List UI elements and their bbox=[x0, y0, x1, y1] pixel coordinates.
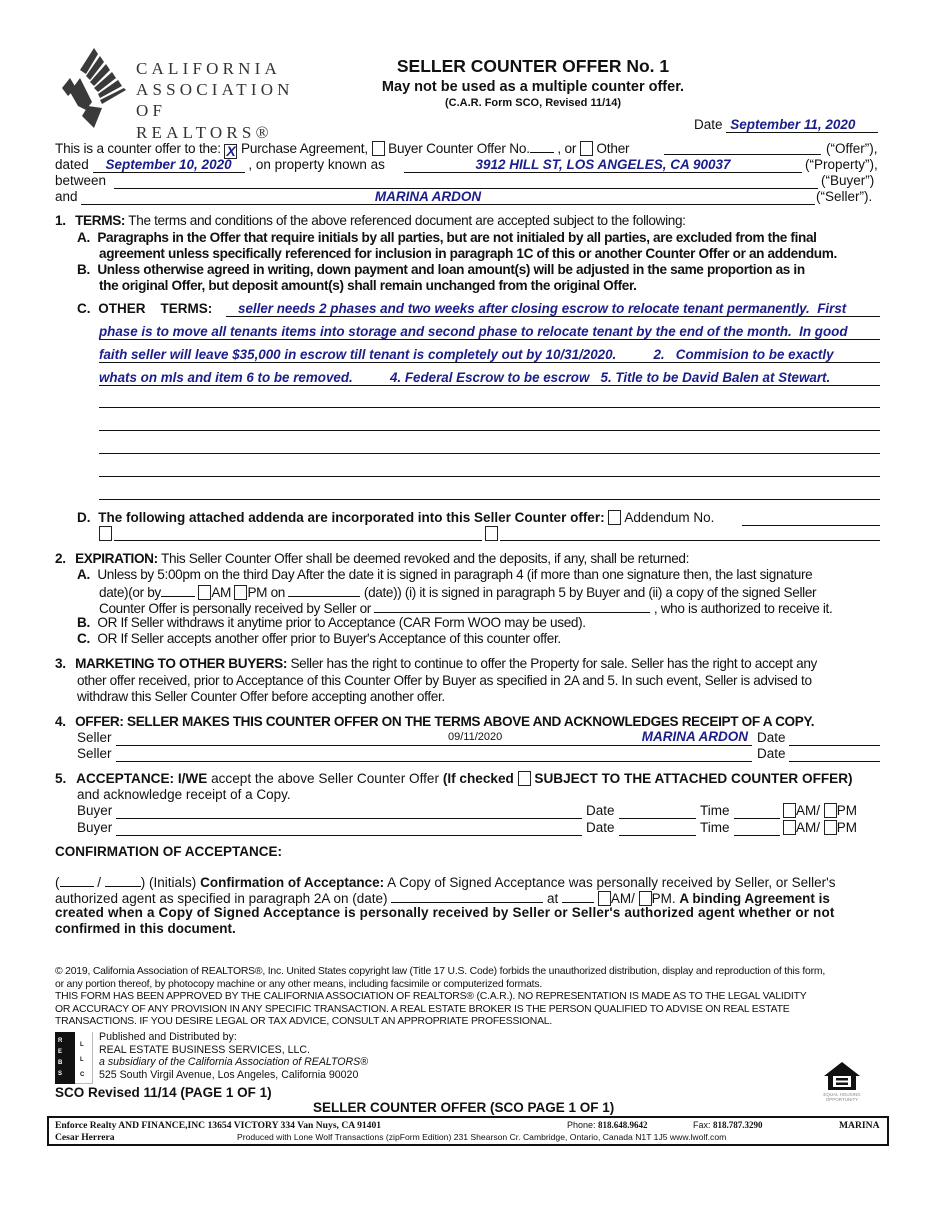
equal-housing-text2: OPPORTUNITY bbox=[825, 1097, 859, 1102]
other-terms-line[interactable]: whats on mls and item 6 to be removed. 4. Federal Escrow to be escrow 5. Title to be David Balen at Stewart. bbox=[99, 370, 880, 386]
term-a-line2: agreement unless specifically referenced for inclusion in paragraph 1C of this or another Counter Offer or an addendum. bbox=[99, 246, 837, 261]
extra-addendum-checkbox-1[interactable] bbox=[99, 526, 112, 541]
phone-value: 818.648.9642 bbox=[598, 1120, 648, 1130]
seller1-date-label: Date bbox=[757, 730, 786, 745]
buyer1-pm-checkbox[interactable] bbox=[824, 803, 837, 818]
page-footer-title: SELLER COUNTER OFFER (SCO PAGE 1 OF 1) bbox=[313, 1100, 615, 1115]
other-terms-blank-line[interactable] bbox=[99, 407, 880, 408]
other-terms-line[interactable]: phase is to move all tenants items into storage and second phase to relocate tenant by the end of the month. In good bbox=[99, 324, 880, 340]
other-terms-blank-line[interactable] bbox=[99, 430, 880, 431]
section3-line2: other offer received, prior to Acceptance of this Counter Offer by Buyer as specified in 2A and 5. In such event, Seller is advised to bbox=[77, 673, 812, 688]
subject-to-counter-checkbox[interactable] bbox=[518, 771, 531, 786]
confirmation-line2-text: authorized agent as specified in paragraph 2A on (date) bbox=[55, 891, 388, 906]
dated-field[interactable]: September 10, 2020 bbox=[93, 157, 245, 173]
legal-notice bbox=[55, 966, 890, 1029]
confirmation-am-checkbox[interactable] bbox=[598, 891, 611, 906]
other-checkbox[interactable] bbox=[580, 141, 593, 156]
section2-heading: EXPIRATION: bbox=[75, 551, 158, 566]
section5-text: accept the above Seller Counter Offer bbox=[211, 771, 440, 786]
initials-open: ( bbox=[55, 875, 60, 890]
equal-housing-text1: EQUAL HOUSING bbox=[823, 1092, 861, 1097]
exp-pm-checkbox[interactable] bbox=[234, 585, 247, 600]
approval-line3: TRANSACTIONS. IF YOU DESIRE LEGAL OR TAX ADVICE, CONSULT AN APPROPRIATE PROFESSIONAL. bbox=[55, 1016, 553, 1027]
confirmation-at-label: at bbox=[547, 891, 559, 906]
buyer2-am-checkbox[interactable] bbox=[783, 820, 796, 835]
seller2-date-field[interactable] bbox=[789, 746, 880, 762]
section1-heading: TERMS: bbox=[75, 213, 126, 228]
and-label: and bbox=[55, 189, 78, 204]
initials-sep: / bbox=[97, 875, 102, 890]
buyer1-am-checkbox[interactable] bbox=[783, 803, 796, 818]
publisher-line2: REAL ESTATE BUSINESS SERVICES, LLC. bbox=[99, 1043, 310, 1056]
other-terms-blank-line[interactable] bbox=[99, 499, 880, 500]
confirmation-bold-label: Confirmation of Acceptance: bbox=[200, 875, 385, 890]
car-logo bbox=[58, 44, 308, 142]
exp-am-checkbox[interactable] bbox=[198, 585, 211, 600]
logo-text-line2: ASSOCIATION bbox=[136, 80, 294, 99]
buyer1-date-label: Date bbox=[586, 803, 615, 818]
property-label: , on property known as bbox=[248, 157, 385, 172]
phone-label: Phone: bbox=[567, 1120, 596, 1130]
buyer1-ampm bbox=[783, 803, 857, 818]
confirmation-pm-checkbox[interactable] bbox=[639, 891, 652, 906]
confirmation-line1-text: A Copy of Signed Acceptance was personally received by Seller, or Seller's bbox=[387, 875, 836, 890]
buyer2-pm-label: PM bbox=[836, 820, 858, 835]
addendum-checkbox[interactable] bbox=[608, 510, 621, 525]
buyer1-date-field[interactable] bbox=[619, 818, 696, 819]
term-a bbox=[77, 230, 817, 247]
purchase-agreement-label: Purchase Agreement, bbox=[240, 141, 368, 156]
between-label: between bbox=[55, 173, 107, 188]
addenda-text: The following attached addenda are incorporated into this Seller Counter offer: bbox=[98, 510, 605, 525]
section2-text: This Seller Counter Offer shall be deemed revoked and the deposits, if any, shall be returned: bbox=[161, 551, 690, 566]
term-d-letter: D. bbox=[77, 510, 91, 525]
dated-label: dated bbox=[55, 157, 89, 172]
buyer1-am-label: AM/ bbox=[796, 803, 821, 818]
other-label: Other bbox=[596, 141, 630, 156]
file-name: MARINA bbox=[839, 1120, 880, 1131]
seller2-label: Seller bbox=[77, 746, 112, 761]
buyer-counter-label: Buyer Counter Offer No. bbox=[388, 141, 530, 156]
addenda-row bbox=[77, 510, 714, 525]
confirmation-time-field[interactable] bbox=[562, 889, 594, 903]
other-terms-blank-line[interactable] bbox=[99, 453, 880, 454]
fax-label: Fax: bbox=[693, 1120, 711, 1130]
exp-a-line3-text: Counter Offer is personally received by Seller or bbox=[99, 601, 371, 616]
exp-a-letter: A. bbox=[77, 567, 90, 582]
car-logo-icon bbox=[58, 44, 130, 130]
section1-number: 1. bbox=[55, 213, 66, 228]
offer-suffix: (“Offer”), bbox=[826, 141, 878, 156]
seller1-name: MARINA ARDON bbox=[641, 729, 748, 744]
transaction-footer-box bbox=[47, 1116, 889, 1146]
property-field[interactable]: 3912 HILL ST, LOS ANGELES, CA 90037 bbox=[404, 157, 802, 173]
section2-number: 2. bbox=[55, 551, 66, 566]
section3-line3: withdraw this Seller Counter Offer before accepting another offer. bbox=[77, 689, 445, 704]
or-label: , or bbox=[557, 141, 577, 156]
property-suffix: (“Property”), bbox=[805, 157, 878, 172]
section-acceptance bbox=[55, 771, 853, 786]
form-subtitle: May not be used as a multiple counter offer. bbox=[381, 79, 685, 95]
buyer2-ampm bbox=[783, 820, 857, 835]
rebs-letters: R E B S bbox=[58, 1038, 63, 1077]
term-a-line1: Paragraphs in the Offer that require initials by all parties, but are not initialed by all parties, are excluded from the final bbox=[97, 230, 817, 245]
exp-c-text: OR If Seller accepts another offer prior to Buyer's Acceptance of this counter offer. bbox=[97, 631, 561, 646]
seller1-signed-date: 09/11/2020 bbox=[448, 731, 503, 743]
term-b-line2: the original Offer, but deposit amount(s) shall remain unchanged from the original Offer. bbox=[99, 278, 637, 293]
initials-field-1[interactable] bbox=[60, 873, 94, 887]
revision-label: SCO Revised 11/14 (PAGE 1 OF 1) bbox=[55, 1085, 272, 1100]
confirmation-date-field[interactable] bbox=[391, 889, 543, 903]
buyer2-signature-field[interactable] bbox=[116, 835, 582, 836]
extra-addendum-checkbox-2[interactable] bbox=[485, 526, 498, 541]
confirmation-line1 bbox=[55, 873, 835, 890]
publisher-line4: 525 South Virgil Avenue, Los Angeles, California 90020 bbox=[99, 1068, 359, 1081]
authorized-agent-field[interactable] bbox=[374, 599, 650, 613]
section3-line1: Seller has the right to continue to offer the Property for sale. Seller has the right to accept any bbox=[290, 656, 817, 671]
copyright-line1: © 2019, California Association of REALTORS®, Inc. United States copyright law (Title 17 U.S. Code) forbids the unauthorized distribution, display and reproduction of this form, bbox=[55, 966, 826, 977]
approval-line1: THIS FORM HAS BEEN APPROVED BY THE CALIFORNIA ASSOCIATION OF REALTORS® (C.A.R.). NO REPRESENTATION IS MADE AS TO THE LEGAL VALIDITY bbox=[55, 991, 807, 1002]
exp-a-line2-rest: (date)) (i) it is signed in paragraph 5 by Buyer and (ii) a copy of the signed Seller bbox=[363, 585, 817, 600]
exp-a-line3-rest: , who is authorized to receive it. bbox=[653, 601, 833, 616]
section3-number: 3. bbox=[55, 656, 66, 671]
extra-addendum-field-1[interactable] bbox=[114, 540, 482, 541]
section1-text: The terms and conditions of the above referenced document are accepted subject to the following: bbox=[128, 213, 686, 228]
term-c-letter: C. bbox=[77, 301, 91, 316]
confirmation-pm-label: PM. bbox=[651, 891, 676, 906]
buyer2-pm-checkbox[interactable] bbox=[824, 820, 837, 835]
confirmation-line3: created when a Copy of Signed Acceptance is personally received by Seller or Seller's authorized agent whether or not bbox=[55, 905, 835, 920]
section5-number: 5. bbox=[55, 771, 67, 786]
exp-b-letter: B. bbox=[77, 615, 90, 630]
form-id: (C.A.R. Form SCO, Revised 11/14) bbox=[444, 97, 622, 109]
other-field[interactable] bbox=[664, 154, 821, 155]
term-a-letter: A. bbox=[77, 230, 90, 245]
date-label: Date bbox=[694, 117, 723, 132]
seller1-date-field[interactable] bbox=[789, 730, 880, 746]
section4-heading: OFFER: SELLER MAKES THIS COUNTER OFFER ON THE TERMS ABOVE AND ACKNOWLEDGES RECEIPT OF A COPY. bbox=[75, 714, 815, 729]
addendum-label: Addendum No. bbox=[624, 510, 715, 525]
buyer-counter-no-field[interactable] bbox=[530, 152, 554, 153]
buyer2-time-field[interactable] bbox=[734, 835, 780, 836]
section5-line2: and acknowledge receipt of a Copy. bbox=[77, 787, 291, 802]
initials-close: ) (Initials) bbox=[140, 875, 197, 890]
form-title: SELLER COUNTER OFFER No. 1 bbox=[396, 56, 670, 76]
buyer2-am-label: AM/ bbox=[796, 820, 821, 835]
buyer2-date-field[interactable] bbox=[619, 835, 696, 836]
logo-text-line1: CALIFORNIA bbox=[136, 59, 281, 78]
other-terms-line[interactable]: seller needs 2 phases and two weeks after closing escrow to relocate tenant permanently. First bbox=[226, 301, 880, 317]
buyer2-label: Buyer bbox=[77, 820, 113, 835]
equal-housing-icon bbox=[822, 1060, 862, 1092]
buyer1-pm-label: PM bbox=[836, 803, 858, 818]
exp-a-line2-text: date)(or by bbox=[99, 585, 161, 600]
addendum-no-field[interactable] bbox=[742, 525, 880, 526]
buyer1-label: Buyer bbox=[77, 803, 113, 818]
equal-housing-logo bbox=[816, 1060, 868, 1104]
produced-by: Produced with Lone Wolf Transactions (zipForm Edition) 231 Shearson Cr. Cambridge, Ontario, Canada N1T 1J5 www.lwolf.com bbox=[237, 1132, 727, 1142]
exp-c-letter: C. bbox=[77, 631, 90, 646]
confirmation-am-label: AM/ bbox=[610, 891, 635, 906]
exp-date-field[interactable] bbox=[288, 583, 360, 597]
fax-row bbox=[693, 1120, 763, 1130]
buyer-field[interactable] bbox=[114, 173, 818, 189]
llc-letters: L L C bbox=[80, 1042, 85, 1078]
phone-row bbox=[567, 1120, 648, 1130]
form-header bbox=[340, 56, 726, 109]
buyer-counter-offer-checkbox[interactable] bbox=[372, 141, 385, 156]
seller-suffix: (“Seller”). bbox=[816, 189, 873, 204]
fax-value: 818.787.3290 bbox=[713, 1120, 763, 1130]
counter-to-label: This is a counter offer to the: bbox=[55, 141, 221, 156]
logo-text-line3: OF REALTORS® bbox=[136, 101, 273, 142]
seller1-signature-field[interactable] bbox=[116, 730, 752, 746]
other-terms-label: OTHER TERMS: bbox=[98, 301, 213, 316]
exp-time-field[interactable] bbox=[161, 583, 195, 597]
publisher-line1: Published and Distributed by: bbox=[99, 1031, 237, 1043]
seller2-signature-field[interactable] bbox=[116, 746, 752, 762]
confirmation-line2-bold: A binding Agreement is bbox=[679, 891, 830, 906]
approval-line2: OR ACCURACY OF ANY PROVISION IN ANY SPECIFIC TRANSACTION. A REAL ESTATE BROKER IS THE PERSON QUALIFIED TO ADVISE ON REAL ESTATE bbox=[55, 1003, 790, 1015]
exp-am-label: AM bbox=[211, 585, 232, 600]
seller-field[interactable]: MARINA ARDON bbox=[81, 189, 815, 205]
form-date-row bbox=[694, 117, 878, 133]
exp-pm-label: PM on bbox=[247, 585, 286, 600]
extra-addendum-field-2[interactable] bbox=[500, 540, 880, 541]
seller2-date-label: Date bbox=[757, 746, 786, 761]
buyer2-date-label: Date bbox=[586, 820, 615, 835]
buyer2-time-label: Time bbox=[700, 820, 730, 835]
confirmation-heading: CONFIRMATION OF ACCEPTANCE: bbox=[55, 844, 282, 859]
initials-field-2[interactable] bbox=[105, 873, 141, 887]
section3-heading: MARKETING TO OTHER BUYERS: bbox=[75, 656, 288, 671]
purchase-agreement-checkbox[interactable]: X bbox=[226, 143, 236, 159]
seller1-label: Seller bbox=[77, 730, 112, 745]
rebs-logo bbox=[55, 1032, 93, 1084]
other-terms-blank-line[interactable] bbox=[99, 476, 880, 477]
if-checked-label: (If checked bbox=[442, 771, 514, 786]
buyer1-time-field[interactable] bbox=[734, 818, 780, 819]
exp-b-text: OR If Seller withdraws it anytime prior to Acceptance (CAR Form WOO may be used). bbox=[97, 615, 586, 630]
agent-name: Cesar Herrera bbox=[55, 1132, 115, 1143]
date-field[interactable]: September 11, 2020 bbox=[726, 117, 878, 133]
section4-number: 4. bbox=[55, 714, 66, 729]
section5-heading: ACCEPTANCE: I/WE bbox=[76, 771, 208, 786]
term-b-letter: B. bbox=[77, 262, 90, 277]
confirmation-line2 bbox=[55, 889, 830, 906]
other-terms-line[interactable]: faith seller will leave $35,000 in escrow till tenant is completely out by 10/31/2020. 2. Commision to be exactly bbox=[99, 347, 880, 363]
term-b bbox=[77, 262, 805, 279]
dated-row bbox=[55, 157, 385, 173]
buyer1-signature-field[interactable] bbox=[116, 818, 582, 819]
publisher-line3: a subsidiary of the California Association of REALTORS® bbox=[99, 1056, 369, 1068]
buyer1-time-label: Time bbox=[700, 803, 730, 818]
other-terms-label-row bbox=[77, 301, 212, 316]
copyright-line2: or any portion thereof, by photocopy machine or any other means, including facsimile or computerized formats. bbox=[55, 978, 543, 990]
term-b-line1: Unless otherwise agreed in writing, down payment and loan amount(s) will be adjusted in the same proportion as in bbox=[97, 262, 805, 277]
broker-info: Enforce Realty AND FINANCE,INC 13654 VICTORY 334 Van Nuys, CA 91401 bbox=[55, 1120, 382, 1131]
buyer-suffix: (“Buyer”) bbox=[821, 173, 875, 188]
confirmation-line4: confirmed in this document. bbox=[55, 921, 236, 936]
exp-a-line1: Unless by 5:00pm on the third Day After the date it is signed in paragraph 4 (if more than one signature then, the last signature bbox=[97, 567, 813, 582]
publisher-info bbox=[99, 1031, 368, 1081]
subject-to-label: SUBJECT TO THE ATTACHED COUNTER OFFER) bbox=[534, 771, 853, 786]
